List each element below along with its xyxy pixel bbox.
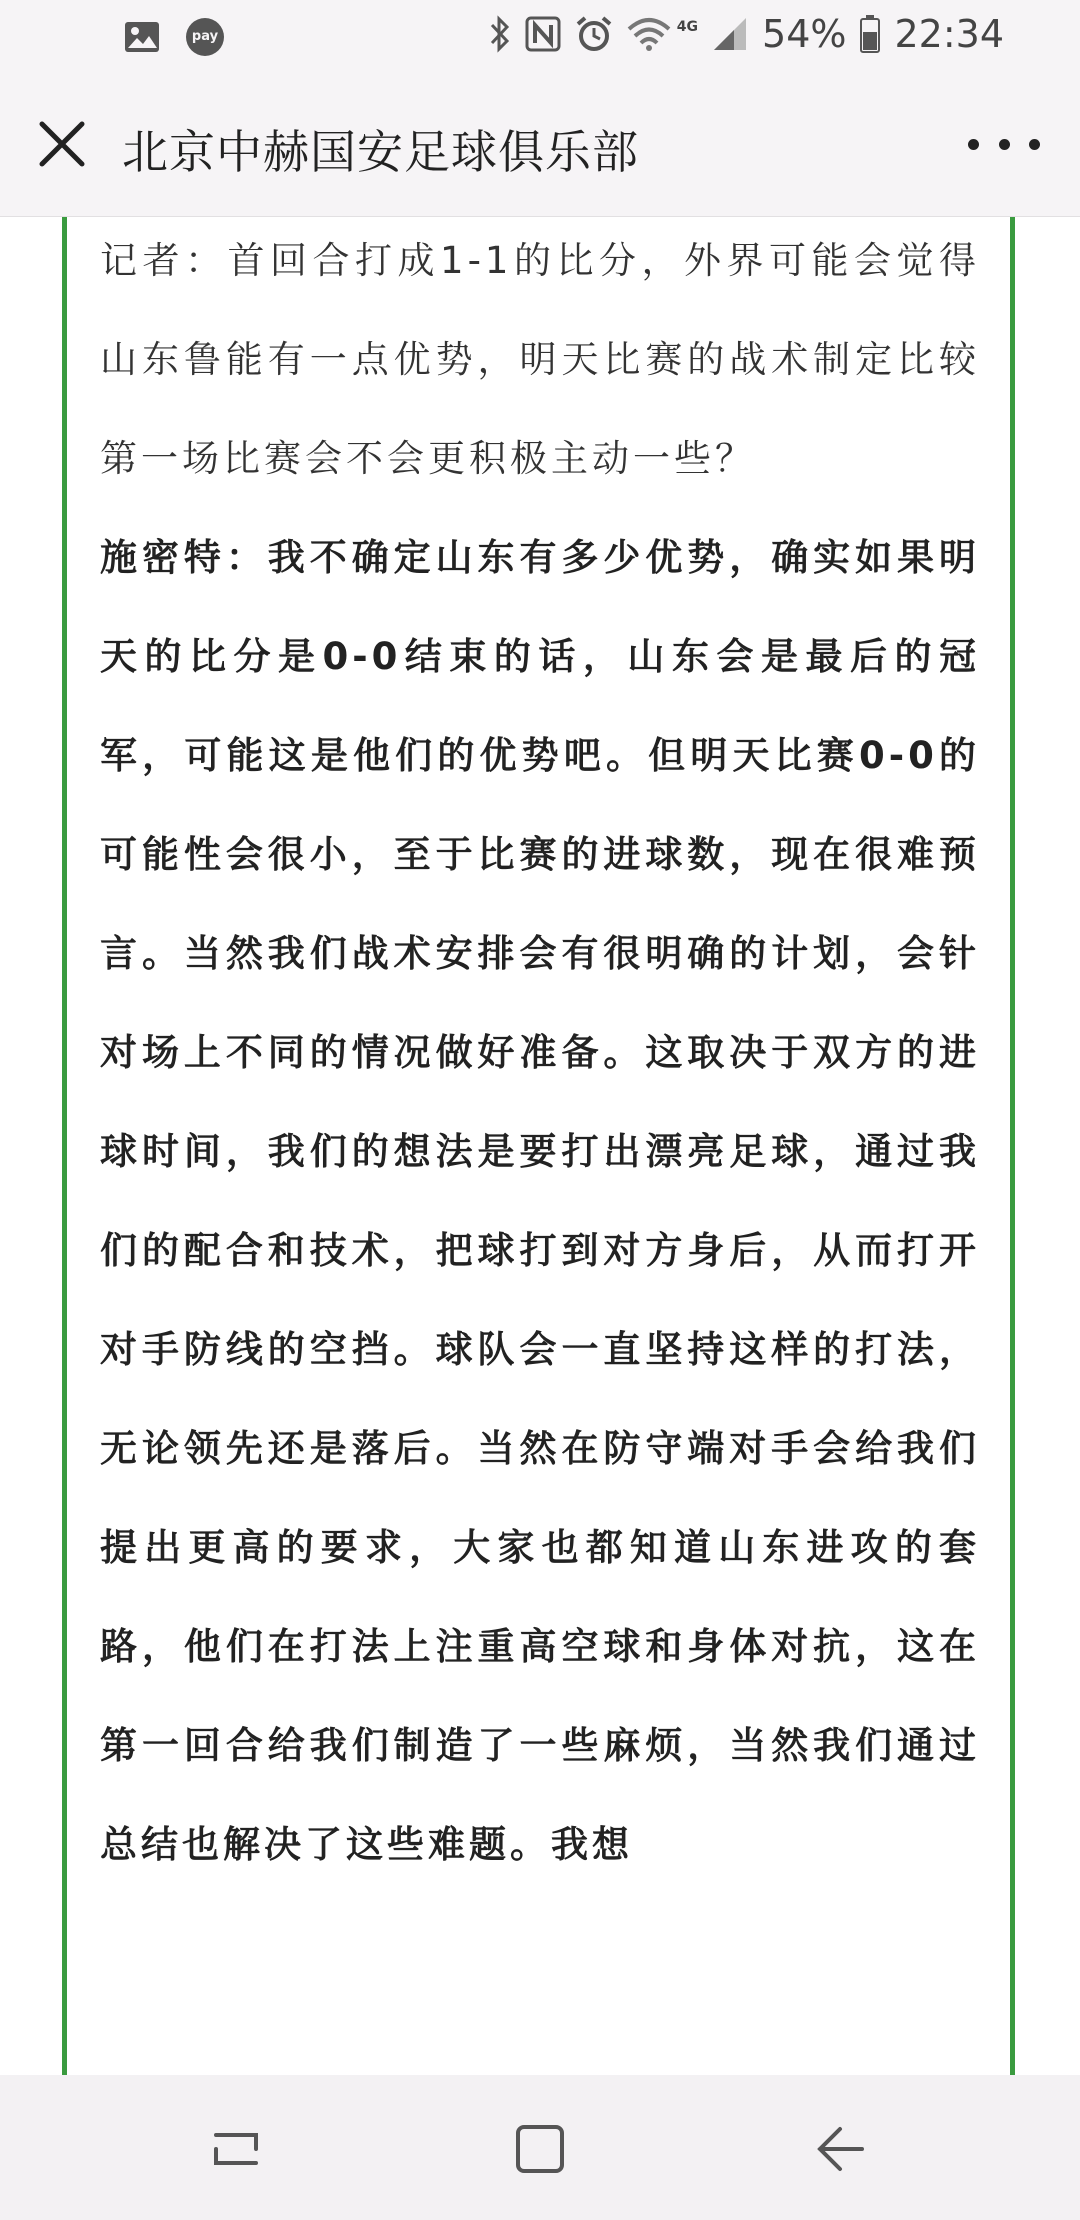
wifi-icon — [627, 17, 671, 51]
quote-border-right — [1010, 217, 1015, 2075]
status-left-icons — [124, 18, 224, 56]
back-icon[interactable] — [812, 2121, 868, 2177]
more-icon[interactable] — [968, 124, 1040, 164]
bluetooth-icon — [489, 15, 511, 53]
pay-icon: pay — [186, 18, 224, 56]
battery-percentage: 54% — [762, 12, 847, 56]
alarm-icon — [575, 15, 613, 53]
nfc-icon — [525, 16, 561, 52]
status-right — [489, 12, 1004, 56]
status-time: 22:34 — [894, 12, 1004, 56]
status-bar — [0, 0, 1080, 74]
quote-border-left — [62, 217, 67, 2075]
coach-answer: 施密特：我不确定山东有多少优势，确实如果明天的比分是0-0结束的话，山东会是最后的冠军，可能这是他们的优势吧。但明天比赛0-0的可能性会很小，至于比赛的进球数，现在很难预言。当然我们战术安排会有很明确的计划，会针对场上不同的情况做好准备。这取决于双方的进球时间，我们的想法是要打出漂亮足球，通过我们的配合和技术，把球打到对方身后，从而打开对手防线的空挡。球队会一直坚持这样的打法，无论领先还是落后。当然在防守端对手会给我们提出更高的要求，大家也都知道山东进攻的套路，他们在打法上注重高空球和身体对抗，这在第一回合给我们制造了一些麻烦，当然我们通过总结也解决了这些难题。我想 — [100, 536, 980, 1866]
battery-icon — [860, 15, 880, 53]
article-content[interactable] — [0, 217, 1080, 2075]
article-text — [100, 217, 980, 1894]
more-dot — [999, 139, 1010, 150]
home-icon[interactable] — [512, 2121, 568, 2177]
signal-icon — [712, 16, 748, 52]
system-nav-bar — [0, 2075, 1080, 2220]
page-title: 北京中赫国安足球俱乐部 — [122, 125, 639, 179]
close-icon[interactable] — [30, 112, 94, 176]
more-dot — [1029, 139, 1040, 150]
header-bar — [0, 74, 1080, 217]
more-dot — [968, 139, 979, 150]
network-type-label: 4G — [676, 19, 699, 35]
recent-apps-icon[interactable] — [208, 2121, 264, 2177]
reporter-question: 记者：首回合打成1-1的比分，外界可能会觉得山东鲁能有一点优势，明天比赛的战术制定比较第一场比赛会不会更积极主动一些？ — [100, 239, 980, 480]
image-icon — [124, 21, 160, 53]
